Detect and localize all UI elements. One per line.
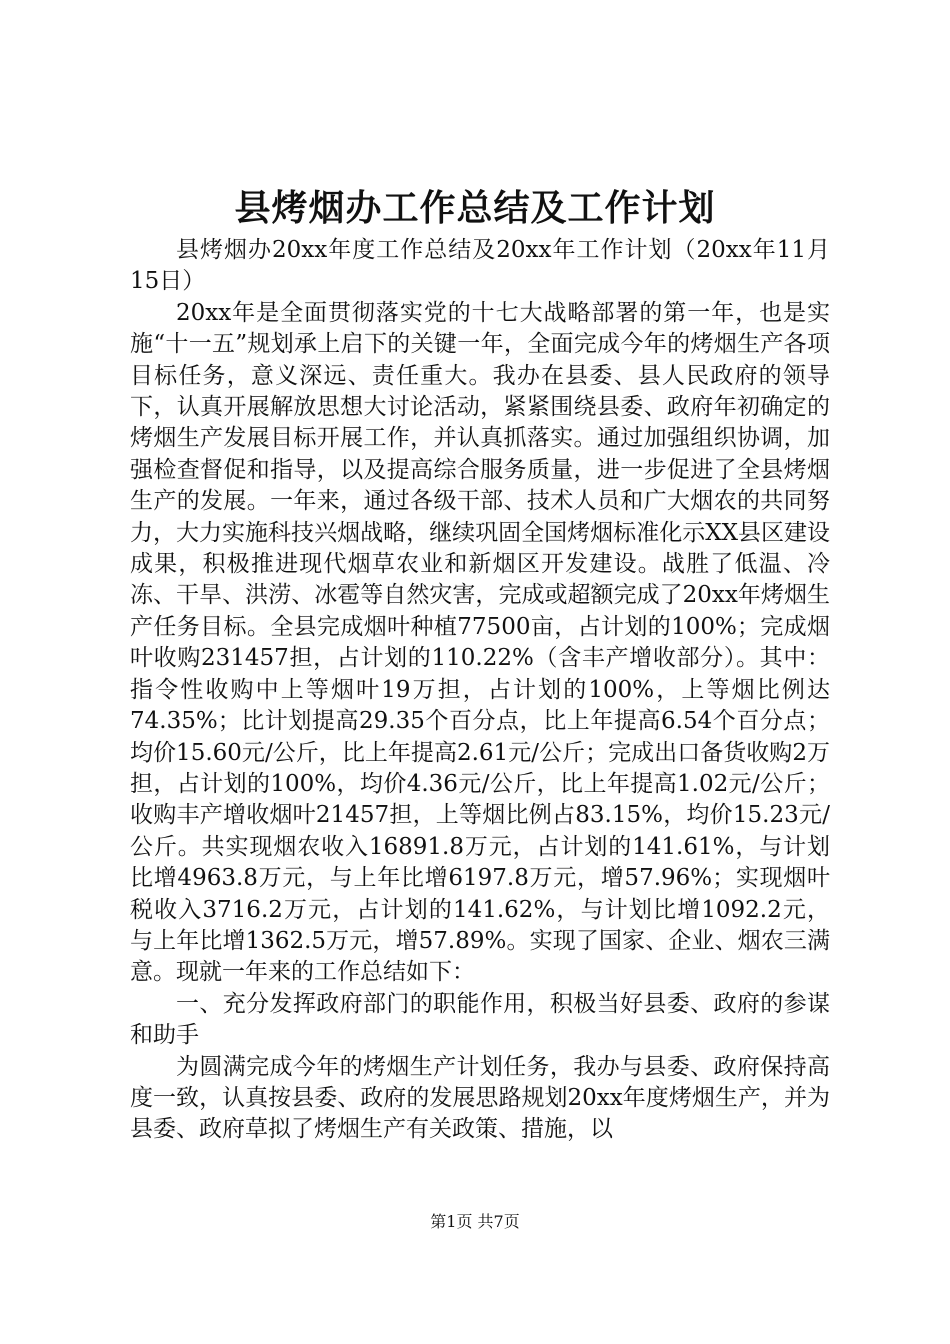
subtitle-paragraph: 县烤烟办20xx年度工作总结及20xx年工作计划（20xx年11月15日） bbox=[130, 237, 830, 295]
page-number: 第1页 共7页 bbox=[430, 1212, 520, 1231]
section-heading-1: 一、充分发挥政府部门的职能作用，积极当好县委、政府的参谋和助手 bbox=[130, 990, 830, 1049]
summary-paragraph: 20xx年是全面贯彻落实党的十七大战略部署的第一年，也是实施“十一五”规划承上启下的关键一年，全面完成今年的烤烟生产各项目标任务，意义深远、责任重大。我办在县委、县人民政府的领导下，认真开展解放思想大讨论活动，紧紧围绕县委、政府年初确定的烤烟生产发展目标开展工作，并认真抓落实。通过加强组织协调，加强检查督促和指导，以及提高综合服务质量，进一步促进了全县烤烟生产的发展。一年来，通过各级干部、技术人员和广大烟农的共同努力，大力实施科技兴烟战略，继续巩固全国烤烟标准化示XX县区建设成果，积极推进现代烟草农业和新烟区开发建设。战胜了低温、冷冻、干旱、洪涝、冰雹等自然灾害，完成或超额完成了20xx年烤烟生产任务目标。全县完成烟叶种植77500亩，占计划的100%；完成烟叶收购231457担，占计划的110.22%（含丰产增收部分）。其中：指令性收购中上等烟叶19万担，占计划的100%，上等烟比例达74.35%；比计划提高29.35个百分点，比上年提高6.54个百分点；均价15.60元/公斤，比上年提高2.61元/公斤；完成出口备货收购2万担，占计划的100%，均价4.36元/公斤，比上年提高1.02元/公斤；收购丰产增收烟叶21457担，上等烟比例占83.15%，均价15.23元/公斤。共实现烟农收入16891.8万元，占计划的141.61%，与计划比增4963.8万元，与上年比增6197.8万元，增57.96%；实现烟叶税收入3716.2万元，占计划的141.62%，与计划比增1092.2元，与上年比增1362.5万元，增57.89%。实现了国家、企业、烟农三满意。现就一年来的工作总结如下： bbox=[130, 299, 830, 986]
document-body bbox=[130, 235, 830, 1146]
section-paragraph-1: 为圆满完成今年的烤烟生产计划任务，我办与县委、政府保持高度一致，认真按县委、政府的发展思路规划20xx年度烤烟生产，并为县委、政府草拟了烤烟生产有关政策、措施，以 bbox=[130, 1053, 830, 1143]
document-title: 县烤烟办工作总结及工作计划 bbox=[234, 187, 716, 229]
